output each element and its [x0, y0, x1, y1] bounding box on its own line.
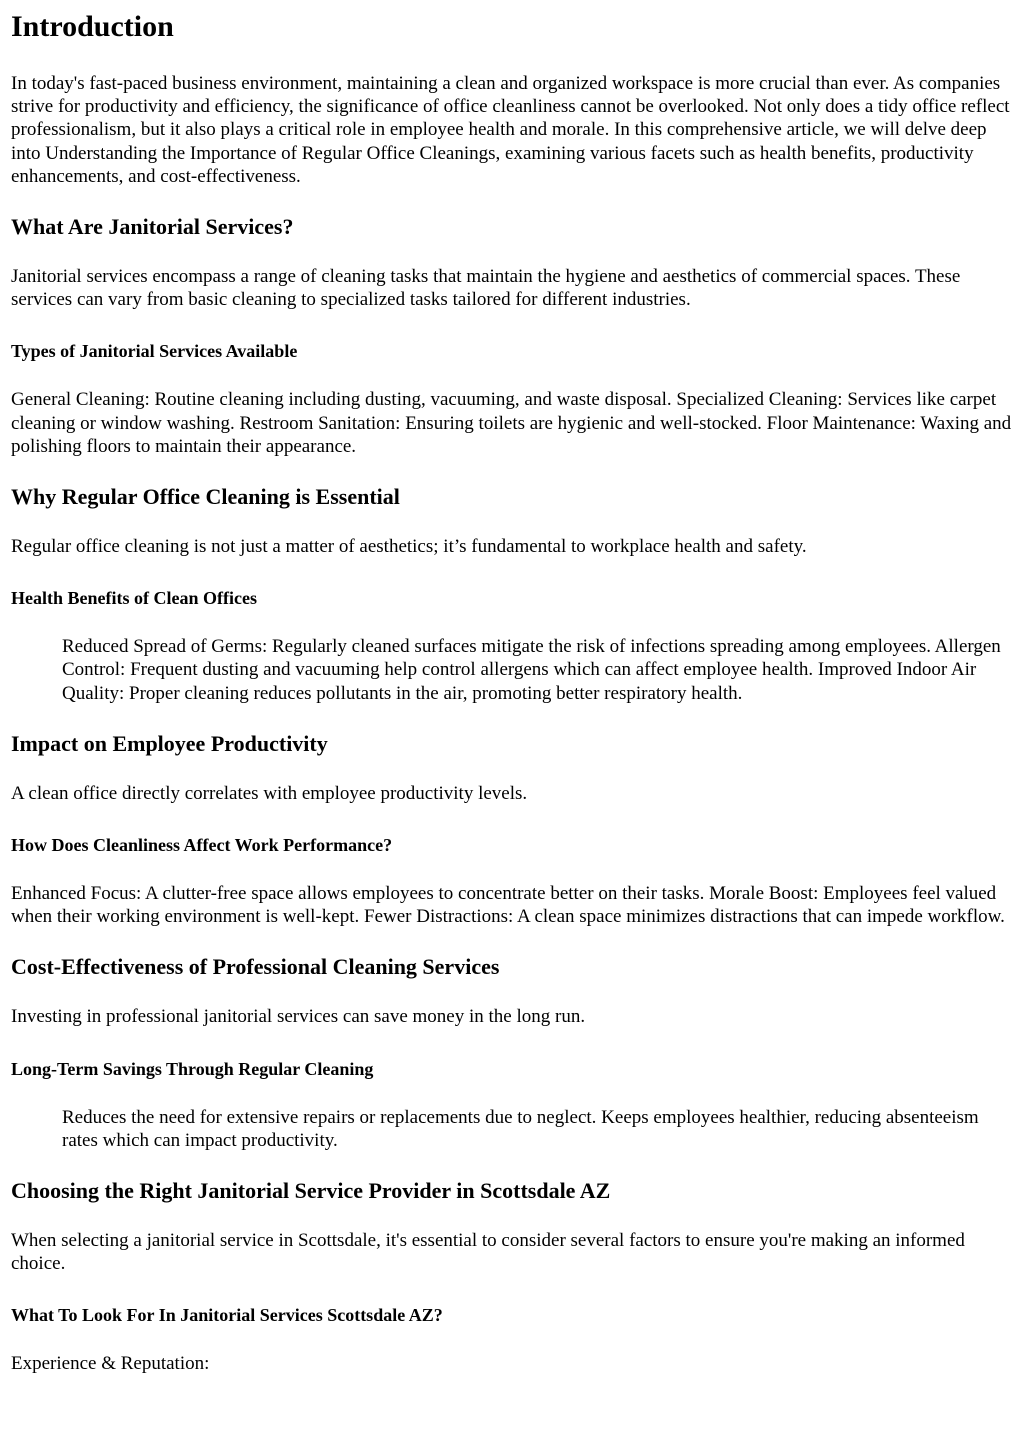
savings-quote: Reduces the need for extensive repairs or replacements due to neglect. Keeps employees healthier, reducing absenteeism rates which can impact productivity. — [62, 1106, 979, 1151]
cost-paragraph: Investing in professional janitorial services can save money in the long run. — [11, 1006, 586, 1028]
types-paragraph: General Cleaning: Routine cleaning including dusting, vacuuming, and waste disposal. Specialized Cleaning: Services like carpet cleaning or window washing. Restroom Sanitation: Ensuring toilets are hygienic and well-stocked. Floor Maintenance: Waxing and polishing floors to maintain their appearance. — [11, 389, 1012, 457]
janitorial-heading: What Are Janitorial Services? — [11, 214, 294, 240]
savings-heading: Long-Term Savings Through Regular Cleaning — [11, 1058, 374, 1079]
productivity-paragraph: A clean office directly correlates with employee productivity levels. — [11, 782, 528, 804]
types-heading: Types of Janitorial Services Available — [11, 341, 298, 362]
lookfor-heading: What To Look For In Janitorial Services Scottsdale AZ? — [11, 1305, 443, 1326]
provider-paragraph: When selecting a janitorial service in Scottsdale, it's essential to consider several factors to ensure you're making an informed choice. — [11, 1230, 965, 1275]
essential-heading: Why Regular Office Cleaning is Essential — [11, 484, 400, 510]
intro-title: Introduction — [11, 10, 174, 43]
intro-paragraph: In today's fast-paced business environment, maintaining a clean and organized workspace is more crucial than ever. As companies strive for productivity and efficiency, the significance of office cleanliness cannot be overlooked. Not only does a tidy office reflect professionalism, but it also plays a critical role in employee health and morale. In this comprehensive article, we will delve deep into Understanding the Importance of Regular Office Cleanings, examining various facets such as health benefits, productivity enhancements, and cost-effectiveness. — [11, 73, 1010, 187]
productivity-heading: Impact on Employee Productivity — [11, 730, 328, 756]
provider-heading: Choosing the Right Janitorial Service Provider in Scottsdale AZ — [11, 1178, 611, 1204]
performance-heading: How Does Cleanliness Affect Work Performance? — [11, 835, 393, 856]
performance-paragraph: Enhanced Focus: A clutter-free space allows employees to concentrate better on their tasks. Morale Boost: Employees feel valued when their working environment is well-kept. Fewer Distractions: A clean space minimizes distractions that can impede workflow. — [11, 883, 1005, 928]
lookfor-paragraph: Experience & Reputation: — [11, 1353, 210, 1375]
cost-heading: Cost-Effectiveness of Professional Cleaning Services — [11, 954, 500, 980]
health-quote: Reduced Spread of Germs: Regularly cleaned surfaces mitigate the risk of infections spreading among employees. Allergen Control: Frequent dusting and vacuuming help control allergens which can affect employee health. Improved Indoor Air Quality: Proper cleaning reduces pollutants in the air, promoting better respiratory health. — [62, 636, 1001, 704]
janitorial-paragraph: Janitorial services encompass a range of cleaning tasks that maintain the hygiene and aesthetics of commercial spaces. These services can vary from basic cleaning to specialized tasks tailored for different industries. — [11, 266, 961, 311]
essential-paragraph: Regular office cleaning is not just a matter of aesthetics; it’s fundamental to workplace health and safety. — [11, 536, 807, 558]
health-heading: Health Benefits of Clean Offices — [11, 588, 257, 609]
